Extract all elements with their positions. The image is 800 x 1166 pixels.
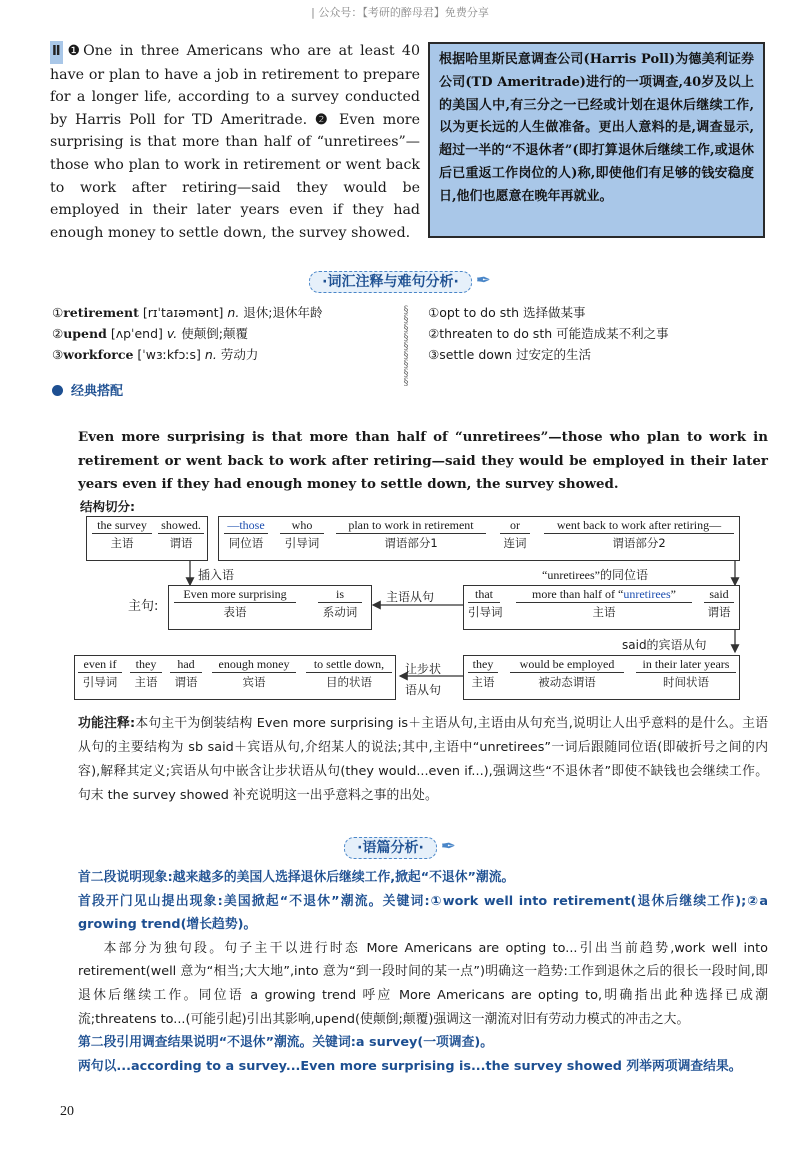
divider-chain: § § § § § § § § § xyxy=(403,305,409,388)
discourse-section-title: ·语篇分析· xyxy=(344,837,437,859)
pen-icon: ✒ xyxy=(475,270,491,291)
main-clause-label: 主句: xyxy=(128,599,159,614)
sentence-2: Even more surprising is that more than half of “unretirees”—those who plan to work in retirement or went back to work after retiring—said they would be employed in their later years even if they had enough money to settle down, the survey showed. xyxy=(50,111,420,241)
paragraph-marker: Ⅱ xyxy=(50,41,63,64)
vocab-item: ③workforce [ˈwɜːkfɔːs] n. 劳动力 xyxy=(52,347,259,362)
vocab-item: ②upend [ʌpˈend] v. 使颠倒;颠覆 xyxy=(52,326,248,341)
structure-cell: would be employed 被动态谓语 xyxy=(510,657,624,690)
structure-cell: said 谓语 xyxy=(704,587,734,620)
analysis-heading-4: 两句以...according to a survey...Even more surprising is...the survey showed 列举两项调查结果。 xyxy=(78,1058,742,1074)
structure-cell: to settle down, 目的状语 xyxy=(306,657,392,690)
structure-cell: is 系动词 xyxy=(318,587,362,620)
structure-cell: they 主语 xyxy=(130,657,162,690)
pen-icon: ✒ xyxy=(440,836,456,857)
vocab-item: ①retirement [rɪˈtaɪəmənt] n. 退休;退休年龄 xyxy=(52,305,323,320)
phrase-item: ③settle down 过安定的生活 xyxy=(428,347,592,362)
sentence-1: One in three Americans who are at least 40 have or plan to have a job in retirement to prepare for a longer life, according to a survey conducted by Harris Poll for TD Ameritrade. xyxy=(50,43,420,128)
structure-cell: had 谓语 xyxy=(170,657,202,690)
structure-cell: the survey 主语 xyxy=(92,518,152,551)
discourse-analysis xyxy=(78,866,768,1078)
structure-cell: plan to work in retirement 谓语部分1 xyxy=(336,518,486,551)
page-header: | 公众号：【考研的醉母君】免费分享 xyxy=(311,6,489,19)
subject-clause-label: 主语从句 xyxy=(386,590,435,604)
function-note-body: 本句主干为倒装结构 Even more surprising is＋主语从句,主语由从句充当,说明让人出乎意料的是什么。主语从句的主要结构为 sb said＋宾语从句,介绍某人的说法;其中,主语中“unretirees”一词后跟随同位语(即破折号之间的内容),解释其定义;宾语从句中嵌含让步状语从句(they would...even if...),强调这些“不退休者”即使不缺钱也会继续工作。句末 the survey showed 补充说明这一出乎意料之事的出处。 xyxy=(78,716,768,803)
structure-cell: showed. 谓语 xyxy=(158,518,204,551)
structure-cell: went back to work after retiring— 谓语部分2 xyxy=(544,518,734,551)
analysis-heading-2: 首段开门见山提出现象:美国掀起“不退休”潮流。关键词:①work well into retirement(退休后继续工作);②a growing trend(增长趋势)。 xyxy=(78,893,768,933)
vocab-section-title: ·词汇注释与难句分析· xyxy=(309,271,472,293)
structure-cell: they 主语 xyxy=(468,657,498,690)
structure-cell: enough money 宾语 xyxy=(212,657,296,690)
structure-cell: or 连词 xyxy=(500,518,530,551)
sentence-2-number: ❷ xyxy=(315,111,332,128)
structure-cell: in their later years 时间状语 xyxy=(636,657,736,690)
translation-box: 根据哈里斯民意调查公司(Harris Poll)为德美利证券公司(TD Ameritrade)进行的一项调查,40岁及以上的美国人中,有三分之一已经或计划在退休后继续工作,以为更长远的人生做准备。更出人意料的是,调查显示,超过一半的“不退休者”(即打算退休后继续工作,或退休后已重返工作岗位的人)称,即使他们有足够的钱安稳度日,他们也愿意在晚年再就业。 xyxy=(428,42,765,238)
sentence-1-number: ❶ xyxy=(64,43,84,59)
page-number: 20 xyxy=(60,1104,74,1119)
analysis-heading-3: 第二段引用调查结果说明“不退休”潮流。关键词:a survey(一项调查)。 xyxy=(78,1035,494,1051)
object-clause-label: said的宾语从句 xyxy=(622,638,707,652)
structure-cell: Even more surprising 表语 xyxy=(174,587,296,620)
concession-label-1: 让步状 xyxy=(405,662,442,676)
function-note-head: 功能注释: xyxy=(78,716,136,731)
concession-label-2: 语从句 xyxy=(405,683,442,697)
appositive-label: “unretirees”的同位语 xyxy=(542,568,648,582)
structure-cell: more than half of “unretirees” 主语 xyxy=(516,587,692,620)
structure-cell: who 引导词 xyxy=(280,518,324,551)
analysis-heading-1: 首二段说明现象:越来越多的美国人选择退休后继续工作,掀起“不退休”潮流。 xyxy=(78,870,515,885)
structure-label: 结构切分: xyxy=(80,499,135,514)
function-note xyxy=(78,712,768,808)
structure-cell: even if 引导词 xyxy=(78,657,122,690)
collocation-heading: 经典搭配 xyxy=(52,380,123,399)
discourse-section-header xyxy=(0,836,800,857)
phrase-item: ②threaten to do sth 可能造成某不利之事 xyxy=(428,326,669,341)
structure-cell: that 引导词 xyxy=(468,587,503,619)
structure-cell: —those 同位语 xyxy=(224,518,268,551)
analysis-body: 本部分为独句段。句子主干以进行时态 More Americans are opting to...引出当前趋势,work well into retirement(well 意为“相当;大大地”,into 意为“到一段时间的某一点”)明确这一趋势:工作到退休之后的很长一段时间,即退休后继续工作。同位语 a growing trend 呼应 More Americans are opting to,明确指出此种选择已成潮流;threatens to...(可能引起)引出其影响,upend(使颠倒;颠覆)强调这一潮流对旧有劳动力模式的冲击之大。 xyxy=(78,940,768,1027)
insert-label: 插入语 xyxy=(198,568,235,582)
phrase-item: ①opt to do sth 选择做某事 xyxy=(428,305,586,320)
difficult-sentence: Even more surprising is that more than half of “unretirees”—those who plan to work in retirement or went back to work after retiring—said they would be employed in their later years even if they had enough money to settle down, the survey showed. xyxy=(78,429,768,492)
